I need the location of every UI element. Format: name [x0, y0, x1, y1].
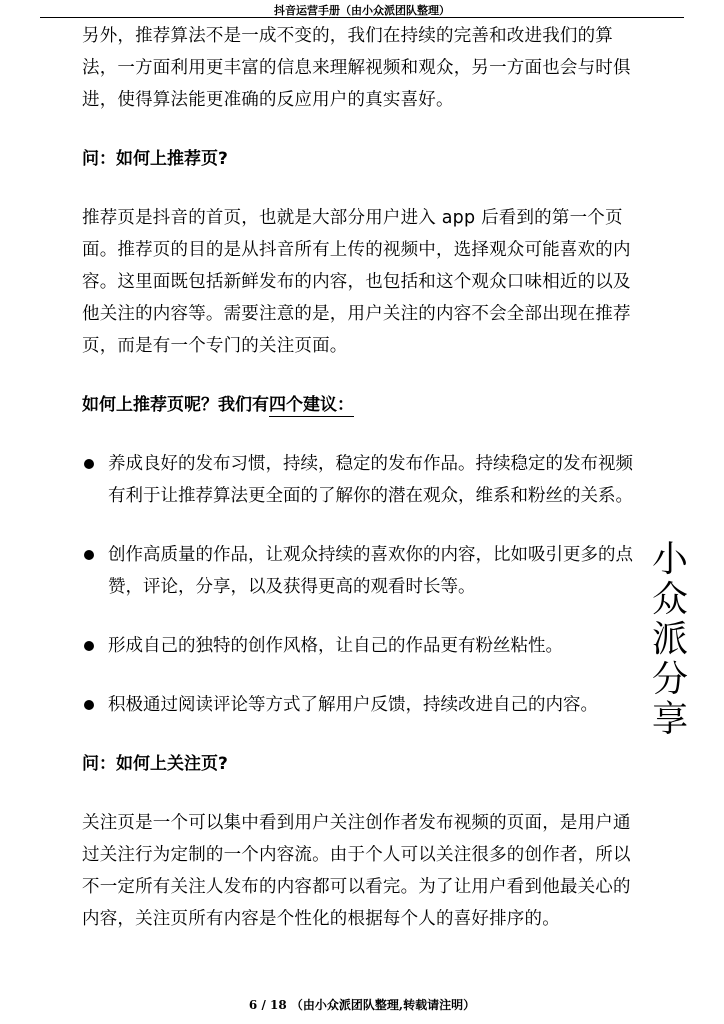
suggestions-heading-underlined: 四个建议： — [269, 395, 354, 415]
follow-paragraph: 关注页是一个可以集中看到用户关注创作者发布视频的页面，是用户通过关注行为定制的一个内容流。由于个人可以关注很多的创作者，所以不一定所有关注人发布的内容都可以看完。为了让用户看到他最关心的内容，关注页所有内容是个性化的根据每个人的喜好排序的。 — [82, 813, 631, 929]
bullet-icon — [84, 459, 94, 469]
watermark-char: 享 — [651, 699, 688, 740]
suggestions-heading-prefix: 如何上推荐页呢？我们有 — [82, 395, 269, 415]
list-item-text: 创作高质量的作品，让观众持续的喜欢你的内容，比如吸引更多的点赞，评论，分享，以及获得更高的观看时长等。 — [108, 545, 633, 597]
question-recommend-heading: 问：如何上推荐页? — [82, 149, 228, 169]
bullet-icon — [84, 550, 94, 560]
list-item — [82, 539, 648, 603]
intro-paragraph: 另外，推荐算法不是一成不变的，我们在持续的完善和改进我们的算法，一方面利用更丰富的信息来理解视频和观众，另一方面也会与时俱进，使得算法能更准确的反应用户的真实喜好。 — [82, 26, 631, 110]
list-item-text: 形成自己的独特的创作风格，让自己的作品更有粉丝粘性。 — [108, 636, 563, 656]
document-body — [82, 20, 648, 935]
list-item — [82, 448, 648, 512]
list-item — [82, 630, 648, 662]
bullet-icon — [84, 641, 94, 651]
watermark-char: 派 — [651, 619, 688, 660]
question-follow-heading: 问：如何上关注页? — [82, 754, 228, 774]
page-footer: 6 / 18 （由小众派团队整理,转载请注明） — [248, 998, 476, 1012]
suggestions-list — [82, 448, 648, 721]
bullet-icon — [84, 700, 94, 710]
watermark-char: 分 — [651, 659, 688, 700]
header-divider — [40, 17, 684, 18]
watermark-char: 众 — [651, 579, 688, 620]
page-header: 抖音运营手册（由小众派团队整理） — [274, 4, 450, 17]
list-item-text: 养成良好的发布习惯，持续，稳定的发布作品。持续稳定的发布视频有利于让推荐算法更全面的了解你的潜在观众，维系和粉丝的关系。 — [108, 454, 633, 506]
watermark-char: 小 — [651, 539, 688, 580]
list-item — [82, 689, 648, 721]
list-item-text: 积极通过阅读评论等方式了解用户反馈，持续改进自己的内容。 — [108, 695, 598, 715]
watermark-logo — [650, 540, 690, 740]
suggestions-heading — [82, 389, 648, 421]
recommend-paragraph: 推荐页是抖音的首页，也就是大部分用户进入 app 后看到的第一个页面。推荐页的目的是从抖音所有上传的视频中，选择观众可能喜欢的内容。这里面既包括新鲜发布的内容，也包括和这个观众口味相近的以及他关注的内容等。需要注意的是，用户关注的内容不会全部出现在推荐页，而是有一个专门的关注页面。 — [82, 208, 631, 356]
